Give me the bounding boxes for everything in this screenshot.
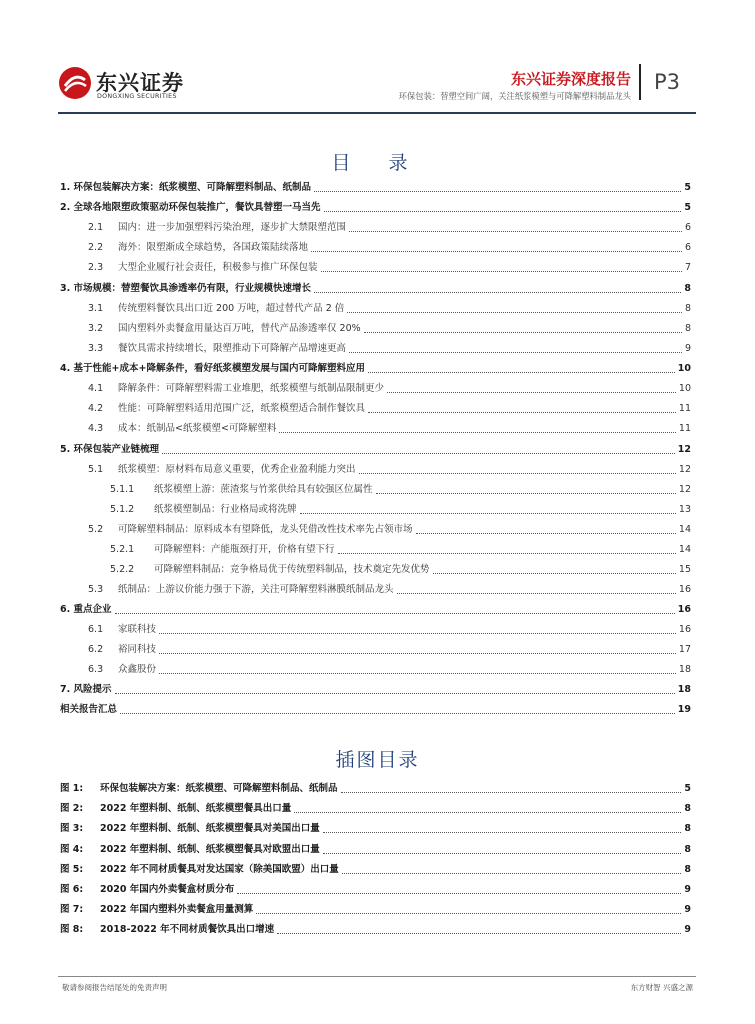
toc-leader-dots [387,391,676,393]
toc-entry-page: 14 [678,524,691,535]
figure-entry-number: 图 4: [60,844,84,855]
toc-entry-number: 4.1 [88,383,104,394]
toc-leader-dots [376,492,676,494]
page-number: P3 [654,70,681,94]
dongxing-logo-icon [58,66,92,100]
figure-entry-page: 9 [684,884,691,895]
toc-entry-number: 6.2 [88,644,104,655]
figure-leader-dots [323,831,682,833]
toc-leader-dots [159,632,676,634]
toc-entry-page: 10 [678,383,691,394]
figure-entry-number: 图 7: [60,904,84,915]
toc-leader-dots [359,472,676,474]
logo-chinese-name: 东兴证券 [96,71,184,95]
figure-entry[interactable] [60,863,691,877]
toc-leader-dots [347,311,682,313]
toc-entry-number: 7. [60,684,71,695]
figure-entry[interactable] [60,822,691,836]
figure-entry-page: 8 [684,864,691,875]
toc-leader-dots [368,371,675,373]
figure-leader-dots [256,912,681,914]
figure-entry-number: 图 5: [60,864,84,875]
toc-entry-text: 全球各地限塑政策驱动环保包装推广，餐饮具替塑一马当先 [73,202,321,213]
toc-entry-number: 2. [60,202,71,213]
toc-entry-number: 1. [60,182,71,193]
toc-entry-text: 海外：限塑渐成全球趋势，各国政策陆续落地 [118,242,309,253]
logo-english-name: DONGXING SECURITIES [97,93,177,100]
toc-entry-text: 环保包装产业链梳理 [73,444,160,455]
toc-entry-number: 3.1 [88,303,104,314]
toc-leader-dots [115,692,675,694]
figure-entry[interactable] [60,903,691,917]
toc-leader-dots [349,351,682,353]
toc-entry-text: 环保包装解决方案：纸浆模塑、可降解塑料制品、纸制品 [73,182,312,193]
header-divider [639,64,641,100]
toc-leader-dots [338,552,676,554]
toc-entry[interactable] [88,623,691,637]
toc-entry-text: 成本：纸制品<纸浆模塑<可降解塑料 [118,423,277,434]
toc-entry-page: 8 [684,303,691,314]
toc-entry-page: 18 [677,684,691,695]
toc-entry-text: 裕同科技 [118,644,157,655]
toc-title: 目 录 [331,152,424,174]
toc-entry-page: 12 [678,484,691,495]
toc-entry-page: 18 [678,664,691,675]
toc-entry-page: 16 [678,624,691,635]
toc-entry-text: 传统塑料餐饮具出口近 200 万吨，超过替代产品 2 倍 [118,303,345,314]
figure-entry-number: 图 2: [60,803,84,814]
toc-entry-number: 6.1 [88,624,104,635]
figure-leader-dots [341,791,682,793]
toc-entry[interactable] [88,643,691,657]
toc-entry[interactable] [110,543,691,557]
toc-entry-page: 5 [684,202,691,213]
toc-entry-page: 6 [684,242,691,253]
figure-leader-dots [237,892,681,894]
figure-entry-text: 2022 年不同材质餐具对发达国家（除美国欧盟）出口量 [100,864,339,875]
toc-entry-page: 15 [678,564,691,575]
figure-entry[interactable] [60,802,691,816]
toc-entry-number: 5.2.1 [110,544,135,555]
report-subtitle: 环保包装：替塑空间广阔，关注纸浆模塑与可降解塑料制品龙头 [398,91,631,101]
toc-leader-dots [279,431,675,433]
figure-leader-dots [342,872,682,874]
toc-entry[interactable] [110,483,691,497]
toc-entry-page: 12 [678,464,691,475]
toc-entry[interactable] [60,181,691,195]
toc-entry-text: 餐饮具需求持续增长，限塑推动下可降解产品增速更高 [118,343,347,354]
disclaimer-note: 敬请参阅报告结尾处的免责声明 [62,983,167,992]
toc-entry-text: 国内塑料外卖餐盒用量达百万吨，替代产品渗透率仅 20% [118,323,361,334]
toc-entry-text: 纸浆模塑上游：蔗渣浆与竹浆供给具有较强区位属性 [154,484,373,495]
toc-entry-text: 国内：进一步加强塑料污染治理，逐步扩大禁限塑范围 [118,222,347,233]
toc-entry[interactable] [60,282,691,296]
toc-entry-page: 8 [684,323,691,334]
toc-leader-dots [321,270,682,272]
toc-entry-text: 市场规模：替塑餐饮具渗透率仍有限，行业规模快速增长 [73,283,312,294]
toc-entry-text: 可降解塑料：产能瓶颈打开，价格有望下行 [154,544,335,555]
toc-leader-dots [416,532,676,534]
toc-entry-number: 2.3 [88,262,104,273]
toc-entry-page: 19 [677,704,691,715]
toc-entry-number: 4. [60,363,71,374]
toc-entry-text: 纸浆模塑：原材料布局意义重要，优秀企业盈利能力突出 [118,464,356,475]
toc-entry-number: 6. [60,604,71,615]
figure-leader-dots [277,932,681,934]
figure-entry-page: 9 [684,904,691,915]
figure-leader-dots [323,852,682,854]
toc-entry-number: 5.2 [88,524,104,535]
toc-entry-number: 5.2.2 [110,564,135,575]
toc-entry-page: 17 [678,644,691,655]
toc-entry-text: 家联科技 [118,624,157,635]
toc-entry-number: 5. [60,444,71,455]
toc-entry-number: 3. [60,283,71,294]
toc-leader-dots [159,672,676,674]
company-logo [58,66,188,106]
toc-entry-page: 9 [684,343,691,354]
toc-entry-text: 相关报告汇总 [60,704,118,715]
toc-entry[interactable] [88,402,691,416]
toc-entry[interactable] [88,322,691,336]
toc-entry-text: 可降解塑料制品：原料成本有望降低，龙头凭借改性技术率先占领市场 [118,524,413,535]
toc-entry-number: 4.2 [88,403,104,414]
figure-entry-number: 图 3: [60,823,84,834]
toc-leader-dots [300,512,676,514]
toc-entry-page: 14 [678,544,691,555]
toc-entry-text: 可降解塑料制品：竞争格局优于传统塑料制品，技术奠定先发优势 [154,564,430,575]
figure-entry[interactable] [60,843,691,857]
figure-entry-text: 环保包装解决方案：纸浆模塑、可降解塑料制品、纸制品 [100,783,338,794]
page-footer [0,976,755,1016]
header-rule [58,112,696,114]
toc-entry-number: 2.2 [88,242,104,253]
figure-entry[interactable] [60,923,691,937]
toc-leader-dots [311,250,682,252]
toc-leader-dots [314,190,681,192]
figure-entry-text: 2022 年国内塑料外卖餐盒用量测算 [100,904,254,915]
report-series-title: 东兴证券深度报告 [510,70,631,88]
toc-entry[interactable] [88,463,691,477]
toc-leader-dots [349,230,682,232]
figure-leader-dots [294,811,681,813]
toc-entry[interactable] [110,503,691,517]
toc-entry-number: 2.1 [88,222,104,233]
list-of-figures-title: 插图目录 [335,749,420,771]
toc-entry-number: 3.2 [88,323,104,334]
toc-entry-page: 7 [684,262,691,273]
toc-entry[interactable] [88,583,691,597]
toc-entry-text: 风险提示 [73,684,112,695]
toc-entry[interactable] [88,523,691,537]
toc-entry-page: 8 [684,283,691,294]
figure-entry[interactable] [60,782,691,796]
toc-entry[interactable] [60,362,691,376]
toc-entry[interactable] [88,663,691,677]
figure-entry-text: 2022 年塑料制、纸制、纸浆模塑餐具对美国出口量 [100,823,320,834]
figure-entry[interactable] [60,883,691,897]
toc-entry[interactable] [60,603,691,617]
toc-leader-dots [120,712,675,714]
toc-entry-text: 基于性能+成本+降解条件，看好纸浆模塑发展与国内可降解塑料应用 [73,363,365,374]
toc-entry-page: 13 [678,504,691,515]
figure-entry-number: 图 1: [60,783,84,794]
toc-leader-dots [324,210,682,212]
toc-entry-page: 10 [677,363,691,374]
figure-entry-page: 8 [684,803,691,814]
toc-entry-page: 5 [684,182,691,193]
toc-entry[interactable] [88,241,691,255]
toc-entry-number: 4.3 [88,423,104,434]
toc-entry[interactable] [110,563,691,577]
toc-entry[interactable] [88,261,691,275]
figure-entry-number: 图 8: [60,924,84,935]
toc-entry-number: 5.1.1 [110,484,135,495]
toc-leader-dots [159,652,676,654]
figure-entry-text: 2018-2022 年不同材质餐饮具出口增速 [100,924,275,935]
toc-entry[interactable] [88,302,691,316]
toc-entry-page: 11 [678,403,691,414]
toc-entry-number: 6.3 [88,664,104,675]
toc-entry[interactable] [60,703,691,717]
figure-entry-page: 8 [684,823,691,834]
figure-entry-text: 2022 年塑料制、纸制、纸浆模塑餐具出口量 [100,803,292,814]
toc-entry-number: 5.1 [88,464,104,475]
footer-rule [58,976,696,977]
toc-entry-number: 5.1.2 [110,504,135,515]
figure-entry-text: 2022 年塑料制、纸制、纸浆模塑餐具对欧盟出口量 [100,844,320,855]
toc-entry-page: 11 [678,423,691,434]
toc-leader-dots [115,612,675,614]
toc-leader-dots [364,331,682,333]
toc-leader-dots [314,291,681,293]
toc-leader-dots [397,592,676,594]
toc-entry[interactable] [88,342,691,356]
footer-slogan: 东方财智 兴盛之源 [630,983,693,992]
toc-entry[interactable] [88,382,691,396]
toc-leader-dots [162,452,675,454]
figure-entry-page: 5 [684,783,691,794]
toc-leader-dots [368,411,676,413]
toc-entry[interactable] [88,422,691,436]
toc-entry-text: 纸浆模塑制品：行业格局或将洗牌 [154,504,297,515]
toc-entry[interactable] [88,221,691,235]
toc-entry-page: 6 [684,222,691,233]
figure-entry-number: 图 6: [60,884,84,895]
toc-entry-text: 纸制品：上游议价能力强于下游，关注可降解塑料淋膜纸制品龙头 [118,584,394,595]
toc-entry-page: 16 [677,604,691,615]
toc-entry[interactable] [60,443,691,457]
toc-entry-page: 16 [678,584,691,595]
toc-entry[interactable] [60,683,691,697]
figure-entry-page: 9 [684,924,691,935]
toc-entry-text: 众鑫股份 [118,664,157,675]
toc-leader-dots [433,572,676,574]
toc-entry-text: 性能：可降解塑料适用范围广泛，纸浆模塑适合制作餐饮具 [118,403,366,414]
toc-entry-number: 5.3 [88,584,104,595]
toc-entry-text: 降解条件：可降解塑料需工业堆肥，纸浆模塑与纸制品限制更少 [118,383,385,394]
page-header [0,0,755,116]
toc-entry-text: 大型企业履行社会责任，积极参与推广环保包装 [118,262,318,273]
toc-entry-number: 3.3 [88,343,104,354]
figure-entry-text: 2020 年国内外卖餐盒材质分布 [100,884,235,895]
toc-entry-text: 重点企业 [73,604,112,615]
toc-entry-page: 12 [677,444,691,455]
figure-entry-page: 8 [684,844,691,855]
toc-entry[interactable] [60,201,691,215]
